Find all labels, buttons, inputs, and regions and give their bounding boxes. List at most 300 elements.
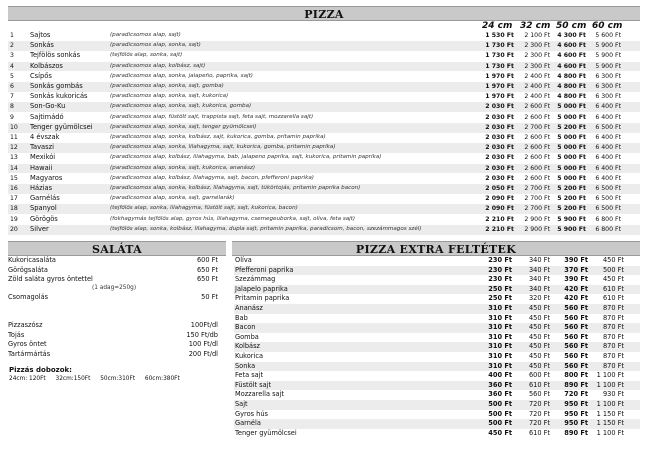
pizza-price-24: 1 970 Ft — [485, 72, 514, 80]
pizza-price-60: 6 500 Ft — [595, 123, 621, 131]
pizza-price-50: 5 000 Ft — [557, 134, 586, 141]
extra-price-50: 890 Ft — [564, 380, 588, 389]
pizza-name: Csípős — [30, 71, 52, 80]
extra-name: Füstölt sajt — [235, 380, 272, 389]
salad-item-price: 600 Ft — [196, 256, 218, 264]
pizza-price-24: 2 030 Ft — [485, 134, 514, 141]
extra-price-60: 450 Ft — [602, 256, 624, 264]
extra-price-32: 450 Ft — [528, 332, 550, 341]
extra-price-32: 560 Ft — [528, 390, 550, 399]
pizza-number: 18 — [10, 205, 18, 213]
extra-price-50: 560 Ft — [564, 313, 588, 322]
extra-price-60: 870 Ft — [602, 304, 624, 312]
pizza-name: Son-Go-Ku — [30, 102, 66, 111]
pizza-price-24: 2 210 Ft — [485, 225, 514, 233]
extra-name: Jalapelo paprika — [235, 284, 288, 293]
size-header-32: 32 cm — [520, 21, 551, 31]
pizza-price-50: 5 200 Ft — [557, 185, 586, 192]
extra-price-50: 560 Ft — [564, 323, 588, 332]
pizza-number: 17 — [10, 195, 18, 203]
portion-note-label: (1 adag=250g) — [92, 285, 137, 291]
pizza-description: (paradicsomos alap, sajt) — [110, 32, 181, 38]
size-header-60: 60 cm — [592, 21, 623, 31]
pizza-row — [8, 41, 640, 51]
extra-name: Sonka — [235, 361, 256, 370]
extra-price-32: 610 Ft — [528, 428, 550, 437]
pizza-name: Hawaii — [30, 163, 53, 172]
pizza-row — [8, 82, 640, 92]
pizza-price-60: 6 400 Ft — [595, 134, 621, 141]
extra-price-50: 800 Ft — [564, 371, 588, 380]
sauce-item-label: Pizzaszósz — [8, 321, 43, 329]
pizza-name: Sonkás kukoricás — [30, 92, 88, 101]
salad-item — [8, 266, 218, 275]
pizza-number: 20 — [10, 225, 18, 233]
pizza-price-24: 2 090 Ft — [485, 195, 514, 203]
pizza-number: 8 — [10, 103, 14, 111]
pizza-row — [8, 92, 640, 102]
pizza-description: (tejfölös alap, sonka, sajt) — [110, 52, 183, 59]
extra-price-32: 340 Ft — [528, 284, 550, 293]
pizza-price-32: 2 400 Ft — [524, 72, 550, 80]
extra-price-24: 310 Ft — [488, 342, 512, 351]
pizza-description: (tejfölös alap, sonka, lilahagyma, füstölt sajt, sajt, kukorica, bacon) — [110, 205, 298, 212]
pizza-number: 1 — [10, 32, 14, 39]
pizza-price-50: 5 200 Ft — [557, 195, 586, 203]
pizza-price-60: 6 400 Ft — [595, 164, 621, 172]
pizza-number: 10 — [10, 123, 18, 131]
pizza-price-50: 5 900 Ft — [557, 215, 586, 223]
pizza-name: 4 évszak — [30, 133, 60, 141]
extra-price-60: 870 Ft — [602, 352, 624, 360]
extra-price-24: 230 Ft — [488, 275, 512, 284]
pizza-number: 5 — [10, 72, 14, 80]
extra-name: Bacon — [235, 323, 256, 332]
pizza-price-32: 2 700 Ft — [524, 123, 550, 131]
pizza-price-50: 5 200 Ft — [557, 205, 586, 213]
pizza-number: 9 — [10, 113, 14, 121]
sauce-item-label: Tartármártás — [8, 349, 51, 358]
pizza-price-50: 5 000 Ft — [557, 154, 586, 162]
extra-price-50: 420 Ft — [564, 294, 588, 303]
pizza-price-24: 1 970 Ft — [485, 83, 514, 90]
pizza-price-24: 2 050 Ft — [485, 185, 514, 192]
extra-price-60: 500 Ft — [602, 265, 624, 274]
pizza-row — [8, 225, 640, 235]
pizza-price-32: 2 600 Ft — [524, 164, 550, 172]
extra-row — [234, 275, 640, 285]
extra-price-50: 950 Ft — [564, 419, 588, 428]
pizza-price-32: 2 900 Ft — [524, 215, 550, 223]
pizza-name: Házias — [30, 184, 53, 192]
pizza-description: (paradicsomos alap, kolbász, sajt) — [110, 62, 206, 69]
pizza-row — [8, 123, 640, 133]
extra-price-32: 340 Ft — [528, 256, 550, 264]
pizza-description: (paradicsomos alap, füstölt sajt, trappista sajt, feta sajt, mozzarella sajt) — [110, 113, 314, 120]
pizza-row — [8, 153, 640, 163]
sauce-item-price: 100Ft/dl — [190, 321, 218, 329]
extra-price-50: 950 Ft — [564, 400, 588, 408]
extra-price-24: 230 Ft — [488, 256, 512, 264]
extra-name: Kukorica — [235, 352, 264, 360]
extra-price-60: 450 Ft — [602, 275, 624, 284]
pizza-price-32: 2 300 Ft — [524, 62, 550, 70]
extras-title: PIZZA EXTRA FELTÉTEK — [355, 243, 517, 256]
pizza-price-32: 2 400 Ft — [524, 93, 550, 101]
pizza-row — [8, 133, 640, 143]
extra-name: Pfefferoni paprika — [235, 265, 294, 274]
pizza-description: (paradicsomos alap, sonka, kolbász, sajt, kukorica, gomba, pritamin paprika) — [110, 134, 326, 140]
pizza-name: Garnélás — [30, 194, 60, 203]
pizza-price-24: 1 730 Ft — [485, 52, 514, 60]
extra-price-50: 370 Ft — [564, 265, 588, 274]
pizza-price-32: 2 600 Ft — [524, 144, 550, 152]
extra-price-60: 930 Ft — [602, 390, 624, 399]
pizza-price-50: 5 000 Ft — [557, 103, 586, 111]
boxes-title: Pizzás dobozok: — [9, 366, 72, 374]
extra-price-32: 720 Ft — [528, 409, 550, 418]
pizza-price-24: 1 730 Ft — [485, 42, 514, 50]
pizza-description: (fokhagymás tejfölös alap, gyros hús, lilahagyma, csemegeuborka, sajt, olíva, feta sajt) — [110, 215, 356, 222]
extra-row — [234, 371, 640, 381]
pizza-number: 12 — [10, 144, 18, 152]
extra-price-24: 360 Ft — [488, 390, 512, 399]
extra-price-50: 420 Ft — [564, 284, 588, 293]
extra-price-24: 500 Ft — [488, 409, 512, 418]
salata-title: SALÁTA — [91, 243, 143, 256]
pizza-name: Magyaros — [30, 173, 63, 182]
extra-price-60: 610 Ft — [602, 294, 624, 303]
extra-name: Bab — [235, 313, 248, 322]
extra-price-50: 560 Ft — [564, 332, 588, 341]
pizza-description: (paradicsomos alap, sonka, jalapeño, paprika, sajt) — [110, 72, 253, 79]
pizza-price-32: 2 400 Ft — [524, 83, 550, 90]
extra-row — [234, 390, 640, 400]
pizza-price-24: 2 030 Ft — [485, 123, 514, 131]
extra-row — [234, 410, 640, 420]
extra-price-50: 890 Ft — [564, 428, 588, 437]
pizza-number: 4 — [10, 62, 14, 70]
pizza-price-24: 2 030 Ft — [485, 154, 514, 162]
extra-price-60: 610 Ft — [602, 284, 624, 293]
extra-price-60: 1 150 Ft — [596, 409, 624, 418]
extra-price-32: 720 Ft — [528, 419, 550, 428]
pizza-row — [8, 184, 640, 194]
extra-price-24: 450 Ft — [488, 428, 512, 437]
pizza-description: (paradicsomos alap, sonka, sajt, gomba) — [110, 83, 224, 89]
pizza-price-32: 2 600 Ft — [524, 103, 550, 111]
pizza-price-60: 6 500 Ft — [595, 185, 621, 192]
extra-name: Gyros hús — [235, 409, 268, 418]
pizza-title: PIZZA — [304, 8, 344, 21]
extra-price-24: 310 Ft — [488, 313, 512, 322]
pizza-name: Sajtos — [30, 31, 51, 39]
extra-price-60: 870 Ft — [602, 361, 624, 370]
salad-item — [8, 275, 218, 284]
sauce-item — [8, 331, 218, 340]
pizza-price-60: 6 400 Ft — [595, 144, 621, 152]
pizza-price-50: 4 600 Ft — [557, 62, 586, 70]
pizza-name: Tejfölös sonkás — [30, 51, 81, 60]
extra-price-24: 250 Ft — [488, 284, 512, 293]
pizza-price-50: 5 000 Ft — [557, 144, 586, 152]
extra-name: Ananász — [235, 304, 263, 312]
extra-price-50: 560 Ft — [564, 352, 588, 360]
packaging-item — [8, 293, 218, 302]
extra-name: Feta sajt — [235, 371, 264, 380]
pizza-name: Görögös — [30, 214, 58, 223]
sauce-item-price: 100 Ft/dl — [188, 340, 218, 348]
pizza-number: 16 — [10, 185, 18, 192]
pizza-description: (paradicsomos alap, sonka, sajt, kukorica, gomba) — [110, 103, 252, 110]
pizza-row — [8, 51, 640, 61]
pizza-price-24: 2 210 Ft — [485, 215, 514, 223]
extra-name: Olíva — [235, 256, 252, 264]
pizza-price-32: 2 700 Ft — [524, 185, 550, 192]
pizza-name: Sonkás — [30, 41, 54, 50]
pizza-row — [8, 143, 640, 153]
extra-price-24: 310 Ft — [488, 361, 512, 370]
sauce-item-label: Gyros öntet — [8, 340, 47, 348]
pizza-price-32: 2 300 Ft — [524, 52, 550, 60]
pizza-price-50: 4 800 Ft — [557, 72, 586, 80]
extra-price-32: 340 Ft — [528, 275, 550, 284]
extra-price-24: 500 Ft — [488, 419, 512, 428]
extra-price-24: 310 Ft — [488, 304, 512, 312]
pizza-name: Tavaszi — [30, 143, 54, 152]
pizza-price-32: 2 600 Ft — [524, 154, 550, 162]
extra-price-24: 310 Ft — [488, 332, 512, 341]
salad-item-price: 650 Ft — [196, 275, 218, 283]
box-price-60: 60cm:380Ft — [144, 376, 180, 382]
pizza-number: 6 — [10, 83, 14, 90]
pizza-price-24: 2 030 Ft — [485, 144, 514, 152]
pizza-description: (paradicsomos alap, sonka, lilahagyma, sajt, kukorica, gomba, pritamin paprika) — [110, 144, 336, 151]
extra-name: Kolbász — [235, 342, 260, 351]
pizza-price-32: 2 100 Ft — [524, 32, 550, 39]
extra-price-24: 310 Ft — [488, 352, 512, 360]
pizza-price-32: 2 600 Ft — [524, 134, 550, 141]
pizza-row — [8, 164, 640, 174]
extra-row — [234, 323, 640, 333]
extras-header-band — [232, 241, 640, 256]
pizza-description: (paradicsomos alap, sonka, sajt, kukorica) — [110, 93, 229, 100]
pizza-price-50: 5 900 Ft — [557, 225, 586, 233]
extra-price-60: 870 Ft — [602, 313, 624, 322]
extra-name: Szezámmag — [235, 275, 276, 284]
pizza-price-60: 6 800 Ft — [595, 225, 621, 233]
extra-row — [234, 419, 640, 429]
pizza-price-60: 5 900 Ft — [595, 62, 621, 70]
extra-price-24: 360 Ft — [488, 380, 512, 389]
pizza-price-60: 6 300 Ft — [595, 83, 621, 90]
pizza-number: 15 — [10, 174, 18, 182]
pizza-name: Silver — [30, 224, 49, 233]
extra-name: Pritamin paprika — [235, 294, 290, 303]
packaging-item-label: Csomagolás — [8, 293, 49, 301]
extra-row — [234, 362, 640, 372]
extra-price-50: 950 Ft — [564, 409, 588, 418]
pizza-row — [8, 62, 640, 72]
pizza-price-50: 4 800 Ft — [557, 93, 586, 101]
extra-price-60: 1 100 Ft — [596, 371, 624, 380]
extra-price-50: 390 Ft — [564, 275, 588, 284]
pizza-number: 19 — [10, 215, 18, 223]
extra-price-50: 560 Ft — [564, 361, 588, 370]
pizza-description: (paradicsomos alap, sonka, kolbász, lilahagyma, sajt, tükörtojás, pritamin paprika bacon) — [110, 185, 361, 191]
extra-price-24: 250 Ft — [488, 294, 512, 303]
extra-row — [234, 352, 640, 362]
extra-row — [234, 304, 640, 314]
extra-price-60: 1 100 Ft — [596, 380, 624, 389]
extra-row — [234, 256, 640, 266]
extra-price-50: 560 Ft — [564, 304, 588, 312]
extra-price-24: 400 Ft — [488, 371, 512, 380]
pizza-number: 7 — [10, 93, 14, 101]
pizza-row — [8, 194, 640, 204]
pizza-price-60: 6 800 Ft — [595, 215, 621, 223]
sauce-item — [8, 321, 218, 330]
extra-row — [234, 342, 640, 352]
extra-price-32: 450 Ft — [528, 342, 550, 351]
extra-name: Mozzarella sajt — [235, 390, 285, 399]
extra-row — [234, 400, 640, 410]
pizza-price-32: 2 600 Ft — [524, 174, 550, 182]
extra-name: Sajt — [235, 400, 248, 408]
extra-price-32: 720 Ft — [528, 400, 550, 408]
box-price-24: 24cm: 120Ft — [9, 376, 46, 382]
extra-row — [234, 294, 640, 304]
pizza-description: (paradicsomos alap, sonka, sajt, kukorica, ananász) — [110, 164, 256, 171]
portion-note — [8, 284, 218, 293]
extra-row — [234, 266, 640, 276]
pizza-number: 3 — [10, 52, 14, 60]
pizza-number: 2 — [10, 42, 14, 50]
pizza-row — [8, 215, 640, 225]
size-header-24: 24 cm — [482, 21, 513, 31]
extra-price-32: 340 Ft — [528, 265, 550, 274]
pizza-price-60: 5 600 Ft — [595, 32, 621, 39]
pizza-price-24: 2 030 Ft — [485, 103, 514, 111]
sauce-item-price: 200 Ft/dl — [188, 349, 218, 358]
pizza-description: (paradicsomos alap, sonka, sajt, garnélarák) — [110, 195, 235, 202]
extra-price-32: 320 Ft — [528, 294, 550, 303]
pizza-price-50: 5 000 Ft — [557, 113, 586, 121]
pizza-row — [8, 72, 640, 82]
size-header-50: 50 cm — [556, 21, 587, 31]
pizza-price-50: 5 200 Ft — [557, 123, 586, 131]
sauce-item-price: 150 Ft/db — [186, 330, 218, 339]
pizza-price-24: 2 030 Ft — [485, 113, 514, 121]
extra-name: Garnéla — [235, 419, 261, 428]
pizza-description: (paradicsomos alap, sonka, sajt, tenger gyümölcsei) — [110, 123, 257, 130]
extra-price-60: 870 Ft — [602, 332, 624, 341]
pizza-price-24: 1 530 Ft — [485, 32, 514, 39]
pizza-name: Spanyol — [30, 204, 57, 213]
pizza-price-32: 2 600 Ft — [524, 113, 550, 121]
extra-name: Gomba — [235, 332, 259, 341]
extra-price-24: 230 Ft — [488, 265, 512, 274]
pizza-price-60: 5 900 Ft — [595, 52, 621, 60]
salad-item — [8, 256, 218, 265]
pizza-price-50: 4 800 Ft — [557, 83, 586, 90]
extra-price-32: 450 Ft — [528, 313, 550, 322]
pizza-price-24: 1 970 Ft — [485, 93, 514, 101]
pizza-number: 14 — [10, 164, 18, 172]
pizza-name: Sajtimádó — [30, 112, 64, 121]
extra-price-32: 450 Ft — [528, 323, 550, 332]
sauce-item — [8, 340, 218, 349]
extra-price-32: 450 Ft — [528, 304, 550, 312]
salad-item-label: Görögsaláta — [8, 265, 48, 274]
pizza-price-32: 2 900 Ft — [524, 225, 550, 233]
extra-row — [234, 314, 640, 324]
box-price-50: 50cm:310Ft — [100, 376, 136, 382]
pizza-price-24: 2 030 Ft — [485, 164, 514, 172]
pizza-price-50: 4 600 Ft — [557, 42, 586, 50]
pizza-price-24: 1 730 Ft — [485, 62, 514, 70]
pizza-description: (paradicsomos alap, kolbász, lilahagyma, bab, jalapeno paprika, sajt, kukorica, pritamin paprika) — [110, 154, 382, 161]
extra-price-50: 720 Ft — [564, 390, 588, 399]
pizza-price-32: 2 300 Ft — [524, 42, 550, 50]
pizza-price-60: 6 500 Ft — [595, 205, 621, 213]
pizza-number: 11 — [10, 134, 18, 141]
extra-price-60: 870 Ft — [602, 323, 624, 332]
pizza-name: Kolbászos — [30, 61, 63, 70]
pizza-name: Mexikói — [30, 153, 56, 162]
salad-item-label: Zöld saláta gyros öntettel — [8, 275, 93, 283]
extra-price-60: 1 100 Ft — [596, 428, 624, 437]
pizza-price-50: 5 000 Ft — [557, 164, 586, 172]
sauce-item-label: Tojás — [8, 330, 25, 339]
pizza-price-60: 6 400 Ft — [595, 103, 621, 111]
pizza-price-60: 6 300 Ft — [595, 72, 621, 80]
pizza-row — [8, 31, 640, 41]
salad-item-price: 650 Ft — [196, 265, 218, 274]
pizza-price-32: 2 700 Ft — [524, 205, 550, 213]
pizza-price-50: 4 600 Ft — [557, 52, 586, 60]
pizza-number: 13 — [10, 154, 18, 162]
extra-price-32: 610 Ft — [528, 380, 550, 389]
extra-row — [234, 285, 640, 295]
pizza-header-band — [8, 6, 640, 21]
extra-name: Tenger gyümölcsei — [235, 428, 297, 437]
pizza-name: Sonkás gombás — [30, 82, 83, 90]
pizza-price-32: 2 700 Ft — [524, 195, 550, 203]
pizza-price-60: 5 900 Ft — [595, 42, 621, 50]
pizza-price-24: 2 090 Ft — [485, 205, 514, 213]
box-price-32: 32cm:150Ft — [55, 376, 91, 382]
pizza-price-60: 6 400 Ft — [595, 113, 621, 121]
boxes-row — [9, 376, 188, 382]
pizza-row — [8, 102, 640, 112]
extra-price-32: 600 Ft — [528, 371, 550, 380]
pizza-price-50: 5 000 Ft — [557, 174, 586, 182]
salata-header-band — [8, 241, 226, 256]
packaging-item-price: 50 Ft — [201, 293, 218, 301]
extra-price-60: 870 Ft — [602, 342, 624, 351]
pizza-name: Tenger gyümölcsei — [30, 122, 93, 131]
pizza-description: (paradicsomos alap, sonka, sajt) — [110, 42, 201, 49]
extra-row — [234, 333, 640, 343]
extra-price-50: 560 Ft — [564, 342, 588, 351]
pizza-price-60: 6 400 Ft — [595, 154, 621, 162]
pizza-price-60: 6 300 Ft — [595, 93, 621, 101]
extra-row — [234, 429, 640, 439]
pizza-price-50: 4 300 Ft — [557, 32, 586, 39]
pizza-row — [8, 174, 640, 184]
extra-price-24: 500 Ft — [488, 400, 512, 408]
